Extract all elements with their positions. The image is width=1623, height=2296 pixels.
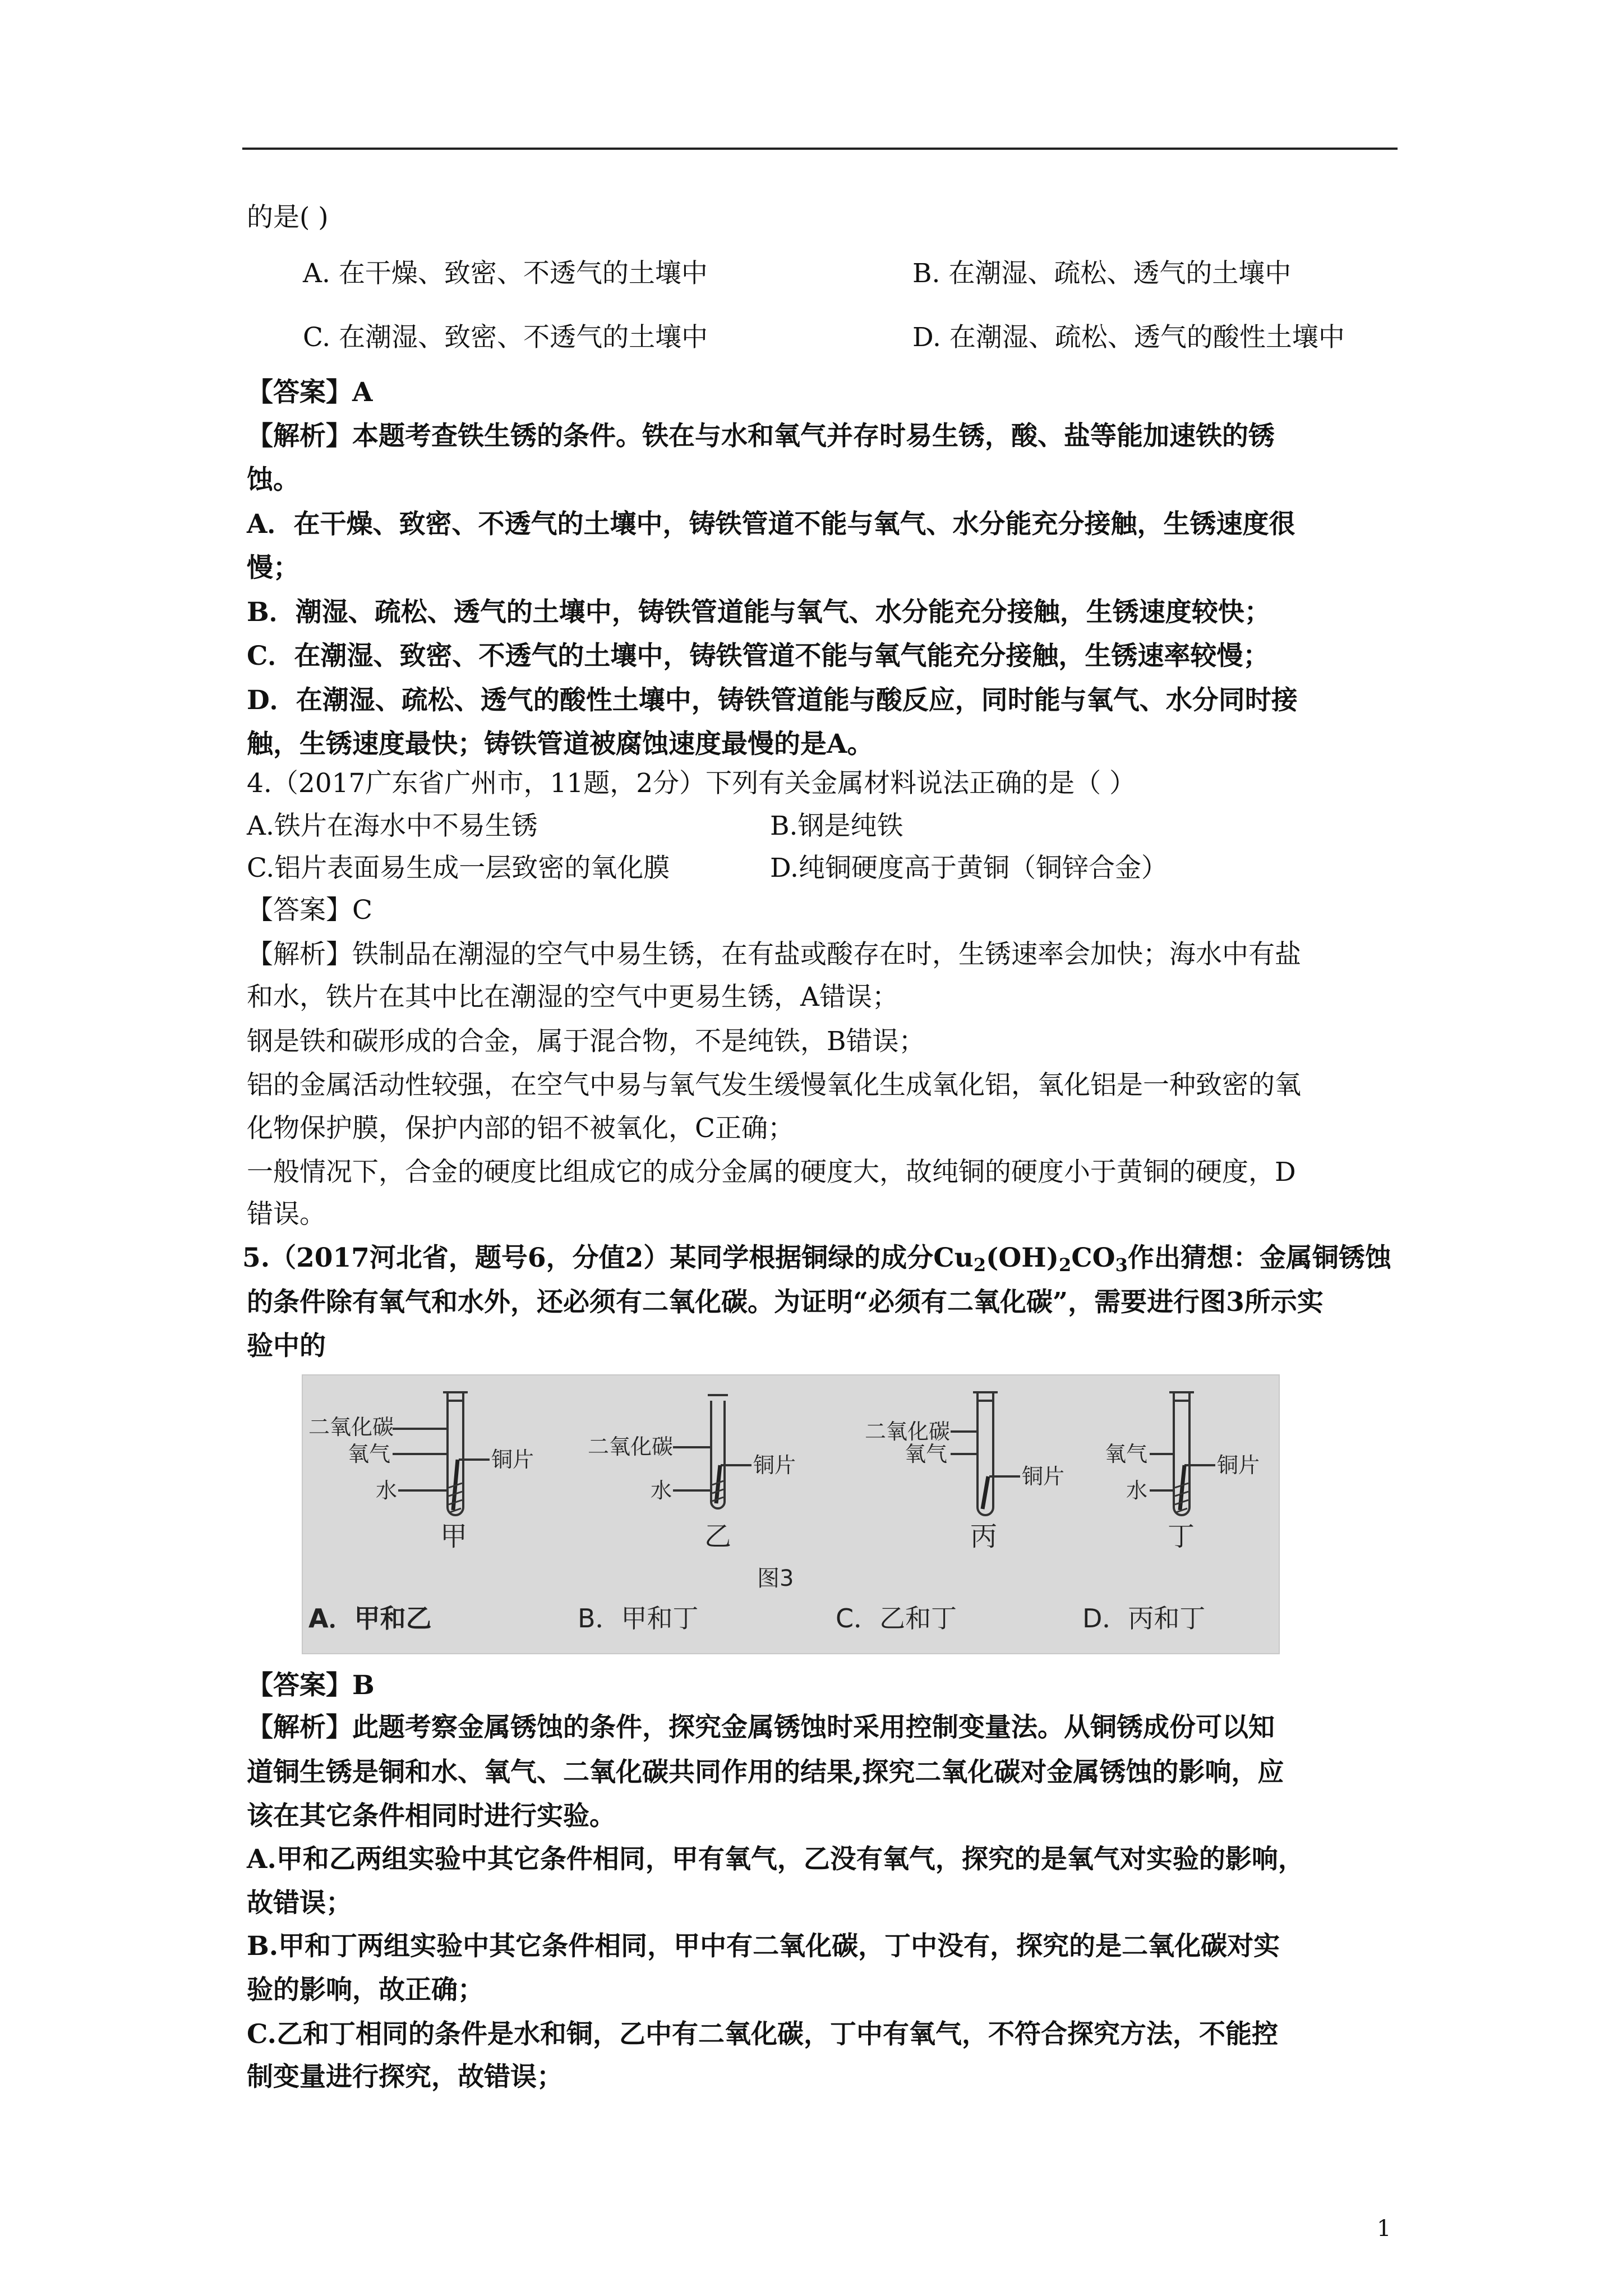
page-number: 1: [1377, 2216, 1391, 2242]
q5-analysis-line: A.甲和乙两组实验中其它条件相同，甲有氧气，乙没有氧气，探究的是氧气对实验的影响，: [247, 1844, 1304, 1875]
q4-option-c: C.铝片表面易生成一层致密的氧化膜: [247, 853, 670, 884]
q5-analysis-line: 验的影响，故正确；: [247, 1975, 484, 2005]
label-water: 水: [376, 1478, 398, 1503]
label-copper: 铜片: [1022, 1464, 1065, 1489]
label-copper: 铜片: [753, 1453, 796, 1478]
q3-analysis-line: C．在潮湿、致密、不透气的土壤中，铸铁管道不能与氧气能充分接触，生锈速率较慢；: [247, 641, 1270, 671]
figure-option-d: D．丙和丁: [1082, 1603, 1206, 1634]
tube-name-bing: 丙: [970, 1521, 998, 1552]
q5-analysis-line: 【解析】此题考察金属锈蚀的条件，探究金属锈蚀时采用控制变量法。从铜锈成份可以知: [247, 1712, 1275, 1743]
q5-analysis-line: C.乙和丁相同的条件是水和铜，乙中有二氧化碳，丁中有氧气，不符合探究方法，不能控: [247, 2019, 1278, 2050]
q5-analysis-line: 该在其它条件相同时进行实验。: [247, 1801, 616, 1832]
label-o2: 氧气: [1105, 1442, 1148, 1466]
q4-answer: 【答案】C: [247, 895, 372, 926]
tube-name-jia: 甲: [440, 1521, 468, 1552]
q5-stem-line3: 验中的: [247, 1331, 326, 1361]
q5-analysis-line: 道铜生锈是铜和水、氧气、二氧化碳共同作用的结果,探究二氧化碳对金属锈蚀的影响，应: [247, 1757, 1284, 1788]
q3-option-a: A. 在干燥、致密、不透气的土壤中: [303, 258, 708, 289]
q4-analysis-line: 化物保护膜，保护内部的铝不被氧化，C正确；: [247, 1113, 794, 1144]
label-co2: 二氧化碳: [865, 1419, 951, 1444]
label-co2: 二氧化碳: [308, 1415, 394, 1439]
q3-analysis-line: D．在潮湿、疏松、透气的酸性土壤中，铸铁管道能与酸反应，同时能与氧气、水分同时接: [247, 685, 1298, 716]
q3-stem-tail: 的是( ): [247, 202, 329, 233]
tube-name-ding: 丁: [1168, 1521, 1195, 1552]
q5-stem-line2: 的条件除有氧气和水外，还必须有二氧化碳。为证明“必须有二氧化碳”，需要进行图3所示实: [247, 1287, 1324, 1318]
figure-caption: 图3: [757, 1566, 794, 1591]
label-water: 水: [651, 1478, 672, 1503]
q3-option-d: D. 在潮湿、疏松、透气的酸性土壤中: [912, 322, 1345, 353]
header-rule: [242, 148, 1398, 150]
label-co2: 二氧化碳: [588, 1434, 674, 1459]
q4-analysis-line: 铝的金属活动性较强，在空气中易与氧气发生缓慢氧化生成氧化铝，氧化铝是一种致密的氧: [247, 1070, 1301, 1101]
q4-option-d: D.纯铜硬度高于黄铜（铜锌合金）: [770, 853, 1168, 884]
q4-analysis-line: 错误。: [247, 1199, 326, 1230]
label-water: 水: [1126, 1478, 1148, 1503]
q4-analysis-line: 【解析】铁制品在潮湿的空气中易生锈，在有盐或酸存在时，生锈速率会加快；海水中有盐: [247, 939, 1301, 970]
q5-analysis-line: 故错误；: [247, 1888, 352, 1918]
q3-option-b: B. 在潮湿、疏松、透气的土壤中: [912, 258, 1292, 289]
figure-option-b: B．甲和丁: [578, 1603, 699, 1634]
q5-stem-line1: 5.（2017河北省，题号6，分值2）某同学根据铜绿的成分$Cu_2(OH)_2CO_3$作出猜想：金属铜锈蚀: [242, 1243, 1391, 1276]
q5-analysis-line: 制变量进行探究，故错误；: [247, 2062, 563, 2092]
q4-stem: 4.（2017广东省广州市，11题，2分）下列有关金属材料说法正确的是（ ）: [247, 768, 1136, 799]
label-o2: 氧气: [905, 1442, 948, 1466]
q3-analysis-line: 蚀。: [247, 464, 299, 495]
label-copper: 铜片: [491, 1447, 534, 1472]
tube-name-yi: 乙: [704, 1521, 732, 1552]
q3-analysis-line: B．潮湿、疏松、透气的土壤中，铸铁管道能与氧气、水分能充分接触，生锈速度较快；: [247, 597, 1271, 628]
q3-analysis-line: A．在干燥、致密、不透气的土壤中，铸铁管道不能与氧气、水分能充分接触，生锈速度很: [247, 509, 1295, 540]
q5-answer: 【答案】B: [247, 1670, 375, 1701]
q4-option-a: A.铁片在海水中不易生锈: [247, 811, 538, 841]
q3-option-c: C. 在潮湿、致密、不透气的土壤中: [303, 322, 708, 353]
figure-option-a: A．甲和乙: [308, 1603, 432, 1634]
experiment-figure: [302, 1374, 1280, 1654]
q3-analysis-line: 慢；: [247, 553, 299, 583]
q3-analysis-line: 【解析】本题考查铁生锈的条件。铁在与水和氧气并存时易生锈，酸、盐等能加速铁的锈: [247, 421, 1275, 452]
q3-analysis-line: 触，生锈速度最快；铸铁管道被腐蚀速度最慢的是A。: [247, 729, 874, 760]
q4-option-b: B.钢是纯铁: [770, 811, 903, 841]
q4-analysis-line: 钢是铁和碳形成的合金，属于混合物，不是纯铁，B错误；: [247, 1026, 925, 1057]
figure-option-c: C．乙和丁: [836, 1603, 957, 1634]
q4-analysis-line: 一般情况下，合金的硬度比组成它的成分金属的硬度大，故纯铜的硬度小于黄铜的硬度，D: [247, 1157, 1296, 1188]
q3-answer: 【答案】A: [247, 377, 373, 408]
q5-analysis-line: B.甲和丁两组实验中其它条件相同，甲中有二氧化碳，丁中没有，探究的是二氧化碳对实: [247, 1931, 1280, 1962]
label-o2: 氧气: [348, 1442, 391, 1466]
q4-analysis-line: 和水，铁片在其中比在潮湿的空气中更易生锈，A错误；: [247, 982, 898, 1013]
label-copper: 铜片: [1217, 1453, 1260, 1478]
